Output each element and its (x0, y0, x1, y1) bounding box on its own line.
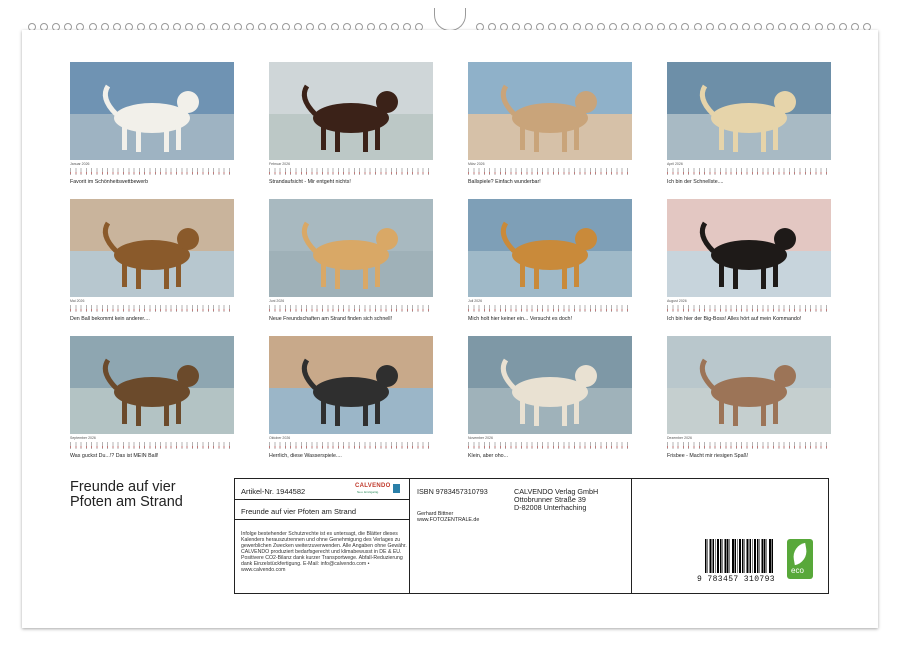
calvendo-logo (355, 483, 403, 495)
month-caption: Den Ball bekommt kein anderer.... (70, 316, 150, 322)
month-caption: Strandaufsicht - Mir entgeht nichts! (269, 179, 351, 185)
info-divider (235, 499, 409, 500)
day-grid-weekend (269, 172, 433, 174)
calendar-title-line-1: Freunde auf vier (70, 479, 176, 495)
day-grid-weekend (667, 172, 831, 174)
month-caption: Neue Freundschaften am Strand finden sich schnell! (269, 316, 393, 322)
eco-badge (787, 539, 813, 579)
author-name: Gerhard Bittner (417, 511, 454, 517)
month-label: April 2026 (667, 162, 683, 166)
dog-photo (667, 199, 831, 297)
dog-photo (667, 336, 831, 434)
dog-photo (269, 62, 433, 160)
month-caption: Ich bin der Schnellste.... (667, 179, 724, 185)
dog-photo (70, 336, 234, 434)
author-website: www.FOTOZENTRALE.de (417, 517, 480, 523)
dog-photo (269, 336, 433, 434)
day-grid-weekend (70, 172, 234, 174)
dog-photo (667, 62, 831, 160)
month-label: Dezember 2026 (667, 436, 692, 440)
calendar-title (70, 480, 183, 510)
publisher-city: D-82008 Unterhaching (514, 503, 587, 512)
legal-notice: Infolge bestehender Schutzrechte ist es untersagt, die Blätter dieses Kalenders herauszutrennen und ohne Genehmigung des Verlages zu gewerblichen Zwecken weiterzuverwenden. Alle Angaben ohne Gewähr. CALVENDO produziert bedarfsgerecht und klimabewusst in DE & EU. Positivere CO2-Bilanz dank kurzer Transportwege. Abfall-Reduzierung dank Einzelstückfertigung. E-Mail: info@calvendo.com • www.calvendo.com (241, 531, 407, 573)
month-caption: Ich bin hier der Big-Boss! Alles hört auf mein Kommando! (667, 316, 802, 322)
calendar-title-line-2: Pfoten am Strand (70, 494, 183, 510)
dog-photo (468, 199, 632, 297)
day-grid-weekend (269, 446, 433, 448)
publisher-name: CALVENDO Verlag GmbH (514, 487, 599, 496)
month-caption: Herrlich, diese Wasserspiele.... (269, 453, 342, 459)
month-caption: Frisbee - Macht mir riesigen Spaß! (667, 453, 749, 459)
product-title: Freunde auf vier Pfoten am Strand (241, 507, 357, 516)
day-grid-weekend (468, 172, 632, 174)
dog-photo (468, 62, 632, 160)
article-number: Artikel-Nr. 1944582 (241, 487, 306, 496)
day-grid-weekend (667, 309, 831, 311)
day-grid-weekend (468, 309, 632, 311)
month-label: Juli 2026 (468, 299, 483, 303)
dog-photo (70, 199, 234, 297)
month-label: Juni 2026 (269, 299, 285, 303)
dog-photo (269, 199, 433, 297)
month-label: November 2026 (468, 436, 493, 440)
month-caption: Was guckst Du...!? Das ist MEIN Ball! (70, 453, 159, 459)
month-label: März 2026 (468, 162, 485, 166)
month-label: Mai 2026 (70, 299, 85, 303)
month-label: Oktober 2026 (269, 436, 291, 440)
publisher-street: Ottobrunner Straße 39 (514, 495, 586, 504)
month-caption: Mich holt hier keiner ein... Versucht es doch! (468, 316, 572, 322)
day-grid-weekend (468, 446, 632, 448)
day-grid-weekend (667, 446, 831, 448)
info-divider (409, 479, 410, 593)
day-grid-weekend (70, 309, 234, 311)
month-caption: Klein, aber oho... (468, 453, 509, 459)
barcode (705, 539, 773, 573)
day-grid-weekend (269, 309, 433, 311)
eco-label: eco (791, 566, 804, 575)
calvendo-logo-subtext: Neu. Einzigartig. (357, 490, 380, 494)
isbn: ISBN 9783457310793 (417, 487, 488, 496)
month-label: September 2026 (70, 436, 96, 440)
month-label: Februar 2026 (269, 162, 291, 166)
info-box (234, 478, 829, 594)
calvendo-logo-text: CALVENDO (355, 483, 391, 489)
month-label: August 2026 (667, 299, 687, 303)
dog-photo (70, 62, 234, 160)
info-divider (235, 519, 409, 520)
barcode-number: 9 783457 310793 (697, 575, 776, 584)
dog-photo (468, 336, 632, 434)
calvendo-logo-mark (393, 484, 400, 493)
info-divider (631, 479, 632, 593)
month-label: Januar 2026 (70, 162, 90, 166)
day-grid-weekend (70, 446, 234, 448)
leaf-icon (791, 543, 808, 565)
month-caption: Ballspiele? Einfach wunderbar! (468, 179, 541, 185)
month-caption: Favorit im Schönheitswettbewerb (70, 179, 149, 185)
